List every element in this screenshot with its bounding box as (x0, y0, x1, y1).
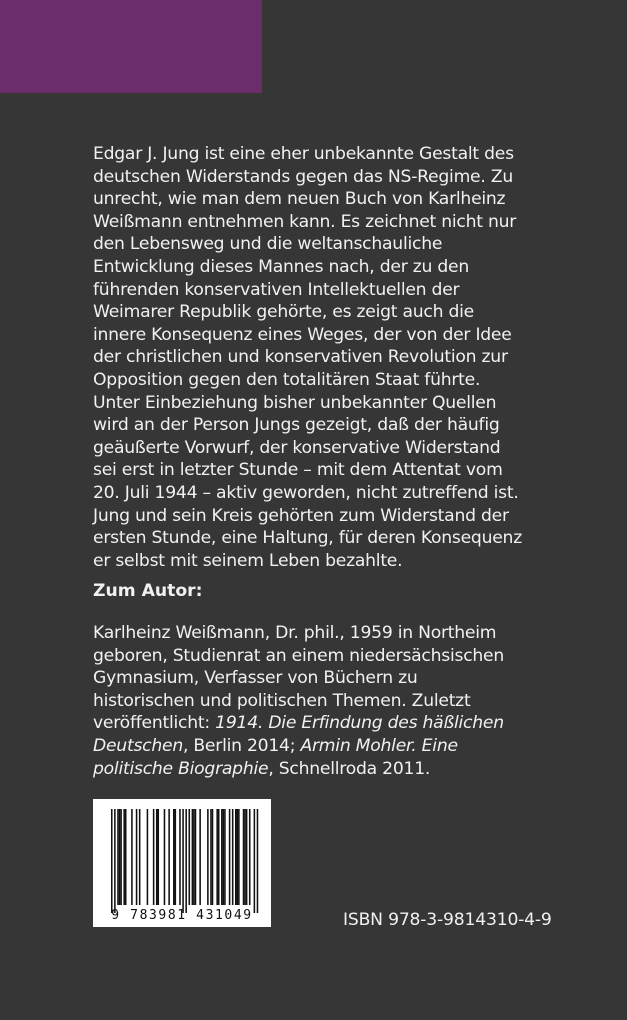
barcode-bar (185, 809, 187, 913)
barcode-bar (139, 809, 141, 905)
barcode-bar (131, 809, 133, 905)
barcode-bar (207, 809, 209, 905)
barcode-bar (254, 809, 256, 913)
barcode-bar (158, 809, 160, 905)
barcode-bar (199, 809, 201, 905)
barcode-bar (173, 809, 175, 905)
barcode-bar (193, 809, 195, 905)
barcode-bar (195, 809, 197, 905)
barcode-bar (117, 809, 119, 905)
barcode-bar (223, 809, 225, 905)
book-info-mohler: , Schnellroda 2011. (268, 758, 431, 779)
isbn-label: ISBN 978-3-9814310-4-9 (343, 910, 552, 930)
barcode-bar (238, 809, 240, 905)
barcode-bar (249, 809, 251, 905)
barcode-bar (164, 809, 166, 905)
book-title-mohler: Armin Mohler. Eine politische Biographie (93, 735, 458, 779)
barcode-bar (120, 809, 122, 905)
barcode-bar (246, 809, 248, 905)
barcode (93, 799, 271, 927)
barcode-bar (147, 809, 149, 905)
barcode-bar (125, 809, 127, 905)
barcode-bar (114, 809, 116, 913)
barcode-bar (235, 809, 237, 905)
barcode-bar (218, 809, 220, 905)
blurb-text: Edgar J. Jung ist eine eher unbekannte Gestalt des deutschen Widerstands gegen das NS-Regime. Zu unrecht, wie man dem neuen Buch von Karlheinz Weißmann entnehmen kann. Es zeichnet nicht nur den Lebensweg und die weltanschauliche Entwicklung dieses Mannes nach, der zu den führenden konservativen Intellektuellen der Weimarer Republik gehörte, es zeigt auch die innere Konsequenz eines Weges, der von der Idee der christlichen und konservativen Revolution zur Opposition gegen den totalitären Staat führte. Unter Einbeziehung bisher unbekannter Quellen wird an der Person Jungs gezeigt, daß der häufig geäußerte Vorwurf, der konservative Widerstand sei erst in letzter Stunde – mit dem Attentat vom 20. Juli 1944 – aktiv geworden, nicht zutreffend ist. Jung und sein Kreis gehörten zum Widerstand der ersten Stunde, eine Haltung, für deren Konsequenz er selbst mit seinem Leben bezahlte. (93, 144, 522, 571)
barcode-bar (232, 809, 234, 905)
book-title-1914: 1914. Die Erfindung des häßlichen Deutschen (93, 713, 504, 756)
barcode-bar (111, 809, 113, 913)
barcode-bar (216, 809, 218, 905)
barcode-bar (229, 809, 231, 905)
barcode-bar (221, 809, 223, 905)
barcode-bar (257, 809, 259, 913)
barcode-digits: 9 783981 431049 (111, 908, 253, 923)
book-info-1914: , Berlin 2014; (182, 735, 301, 756)
barcode-bar (153, 809, 155, 905)
barcode-bar (243, 809, 245, 905)
author-heading: Zum Autor: (93, 581, 203, 601)
barcode-bar (156, 809, 158, 905)
bio-intro: Karlheinz Weißmann, Dr. phil., 1959 in Northeim geboren, Studienrat an einem niedersächsischen Gymnasium, Verfasser von Büchern zu historischen und politischen Themen. Zuletzt veröffentlicht: (93, 623, 505, 734)
barcode-bar (212, 809, 214, 905)
barcode-bar (244, 809, 246, 905)
barcode-bar (179, 809, 181, 905)
barcode-bar (119, 809, 121, 905)
barcode-bar (136, 809, 138, 905)
barcode-bar (237, 809, 239, 905)
barcode-bar (192, 809, 194, 905)
barcode-bar (210, 809, 212, 905)
barcode-bar (168, 809, 170, 905)
barcode-bar (123, 809, 125, 905)
author-bio (93, 622, 523, 780)
barcode-bar (189, 809, 191, 905)
barcode-bar (182, 809, 184, 913)
barcode-bar (175, 809, 177, 905)
barcode-bar (224, 809, 226, 905)
purple-accent-block (0, 0, 262, 93)
